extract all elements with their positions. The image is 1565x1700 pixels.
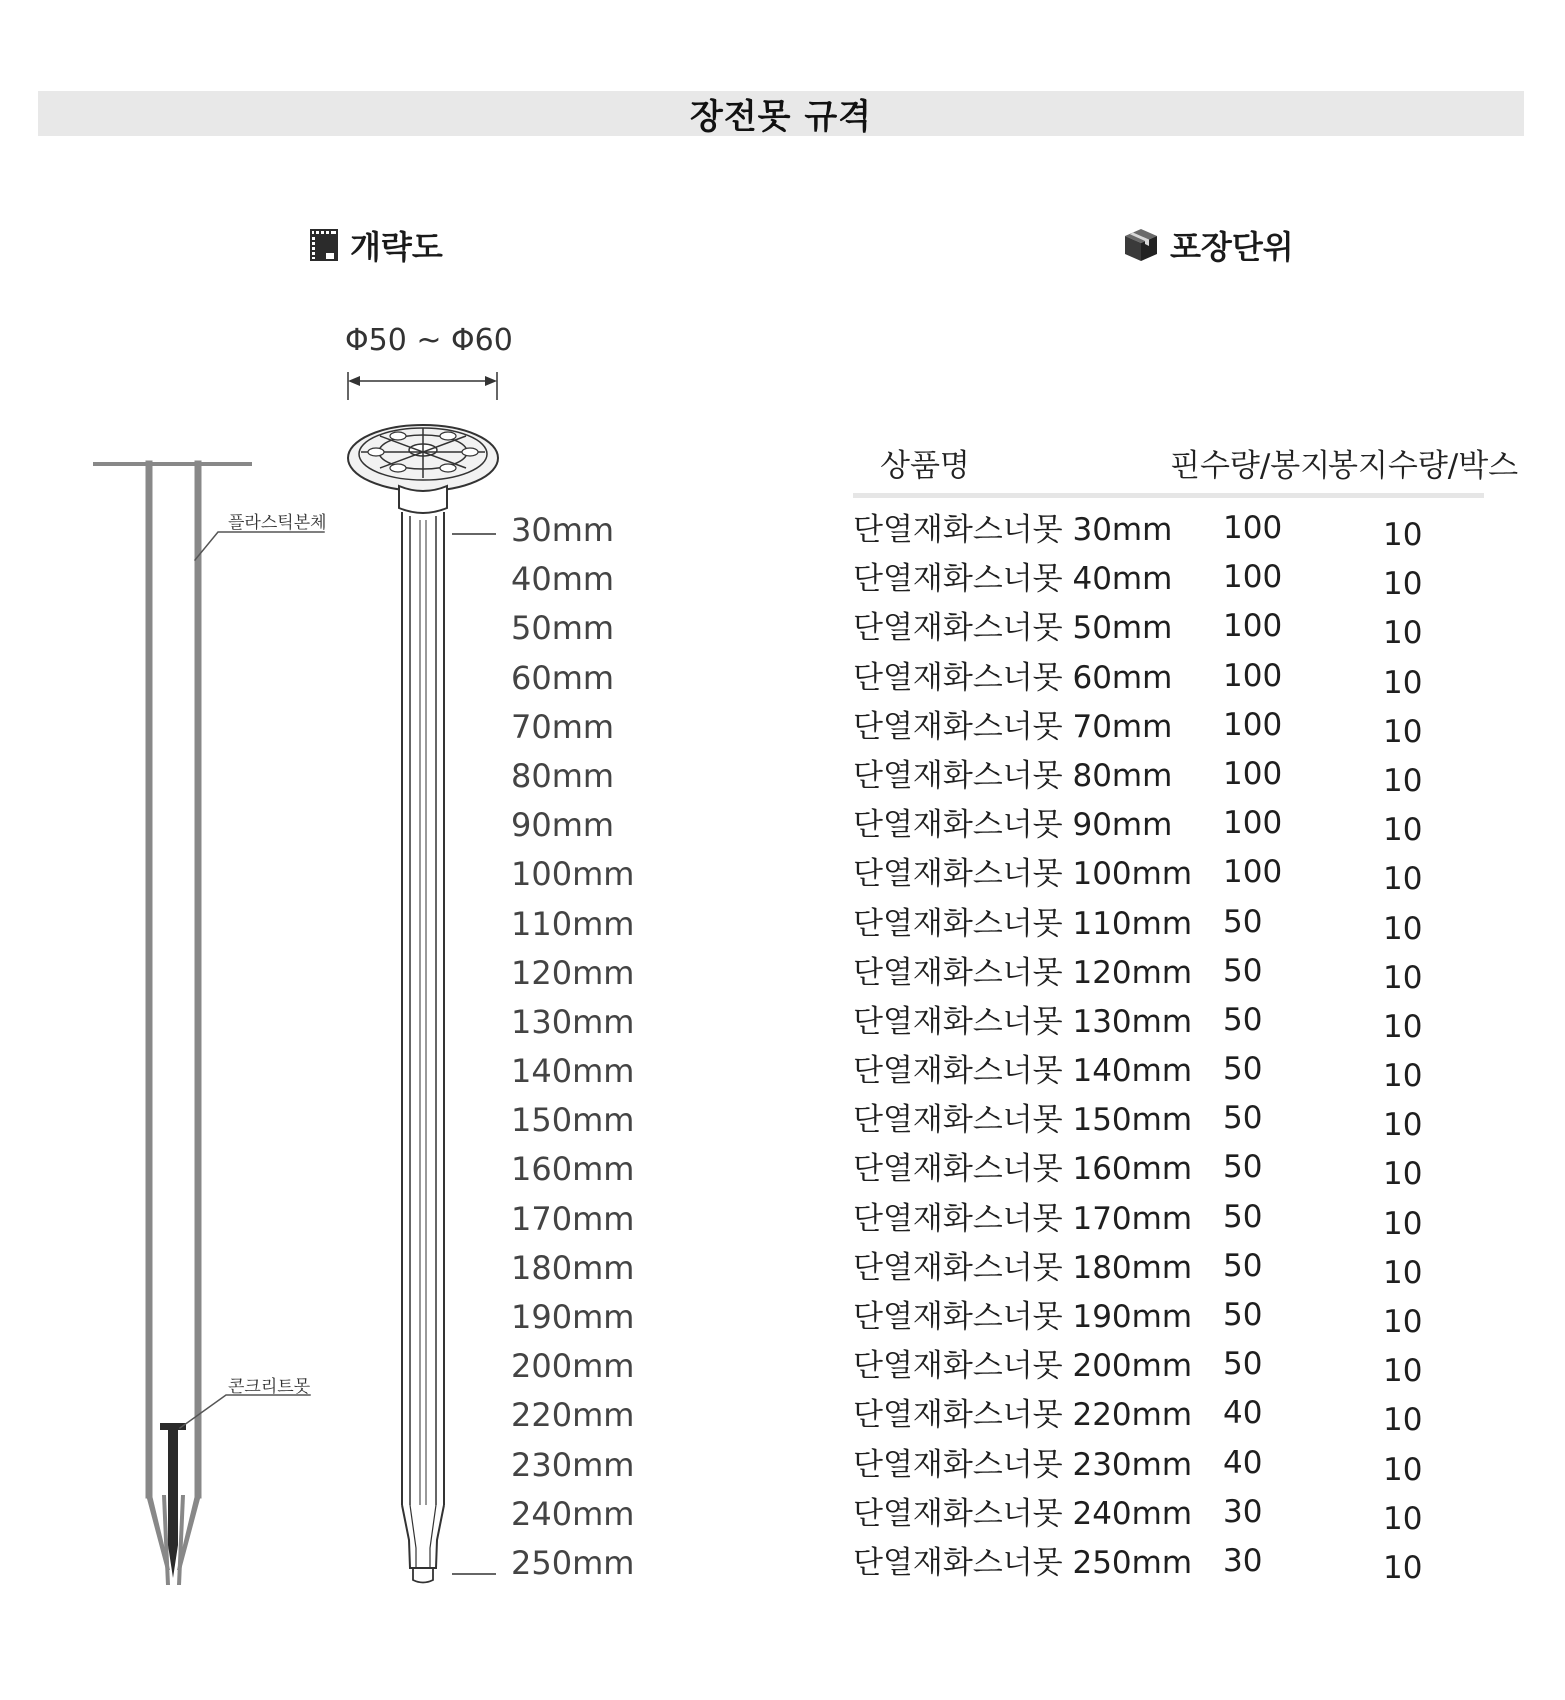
pins-per-bag-cell: 50 bbox=[1223, 1247, 1263, 1284]
table-row bbox=[853, 657, 1493, 706]
product-name-cell: 단열재화스너못 250mm bbox=[853, 1544, 1193, 1581]
length-label: 250mm bbox=[511, 1543, 635, 1582]
anchor-diagram bbox=[0, 0, 760, 1620]
callout-concrete-nail: 콘크리트못 bbox=[228, 1377, 311, 1397]
pins-per-bag-cell: 100 bbox=[1223, 657, 1283, 694]
product-name-cell: 단열재화스너못 80mm bbox=[853, 757, 1173, 794]
product-name-cell: 단열재화스너못 230mm bbox=[853, 1446, 1193, 1483]
diameter-dimension bbox=[348, 372, 497, 400]
length-label: 30mm bbox=[511, 511, 615, 549]
length-label: 80mm bbox=[511, 756, 615, 795]
pins-per-bag-cell: 50 bbox=[1223, 1149, 1263, 1186]
length-label: 220mm bbox=[511, 1396, 635, 1435]
table-row bbox=[853, 1099, 1493, 1148]
table-row bbox=[853, 1050, 1493, 1099]
product-name-cell: 단열재화스너못 100mm bbox=[853, 856, 1193, 893]
table-row bbox=[853, 1198, 1493, 1247]
length-label: 110mm bbox=[511, 904, 635, 943]
product-name-cell: 단열재화스너못 220mm bbox=[853, 1397, 1193, 1434]
length-label: 160mm bbox=[511, 1150, 635, 1189]
header-pins-per-bag: 핀수량/봉지 bbox=[1170, 448, 1331, 484]
product-name-cell: 단열재화스너못 140mm bbox=[853, 1053, 1193, 1090]
length-label: 180mm bbox=[511, 1248, 635, 1287]
product-name-cell: 단열재화스너못 120mm bbox=[853, 954, 1193, 991]
length-label: 70mm bbox=[511, 707, 615, 746]
anchor-head bbox=[348, 425, 498, 513]
table-row bbox=[853, 952, 1493, 1001]
pins-per-bag-cell: 40 bbox=[1223, 1395, 1263, 1432]
table-row bbox=[853, 1444, 1493, 1493]
product-name-cell: 단열재화스너못 110mm bbox=[853, 905, 1193, 942]
diagram-section-label: 개략도 bbox=[350, 228, 443, 266]
bags-per-box-cell: 10 bbox=[1383, 1107, 1423, 1144]
product-name-cell: 단열재화스너못 170mm bbox=[853, 1200, 1193, 1237]
length-label: 90mm bbox=[511, 806, 615, 845]
product-name-cell: 단열재화스너못 190mm bbox=[853, 1299, 1193, 1335]
table-row bbox=[853, 1394, 1493, 1443]
table-row bbox=[853, 1001, 1493, 1050]
pins-per-bag-cell: 100 bbox=[1223, 559, 1283, 596]
pins-per-bag-cell: 40 bbox=[1223, 1444, 1263, 1481]
bags-per-box-cell: 10 bbox=[1383, 1205, 1423, 1242]
length-label: 190mm bbox=[511, 1298, 635, 1336]
table-row bbox=[853, 607, 1493, 656]
table-row bbox=[853, 853, 1493, 902]
bags-per-box-cell: 10 bbox=[1383, 1451, 1423, 1488]
anchor-shaft bbox=[402, 512, 444, 1583]
pins-per-bag-cell: 50 bbox=[1223, 1051, 1263, 1088]
bags-per-box-cell: 10 bbox=[1383, 812, 1423, 849]
pins-per-bag-cell: 100 bbox=[1223, 755, 1283, 792]
length-label: 40mm bbox=[511, 560, 615, 599]
pins-per-bag-cell: 100 bbox=[1223, 706, 1283, 743]
bags-per-box-cell: 10 bbox=[1383, 1402, 1423, 1439]
product-name-cell: 단열재화스너못 180mm bbox=[853, 1249, 1193, 1286]
pins-per-bag-cell: 100 bbox=[1223, 510, 1283, 546]
product-name-cell: 단열재화스너못 30mm bbox=[853, 512, 1173, 548]
product-name-cell: 단열재화스너못 60mm bbox=[853, 659, 1173, 696]
table-row bbox=[853, 1542, 1493, 1591]
table-row bbox=[853, 1247, 1493, 1296]
bags-per-box-cell: 10 bbox=[1383, 1254, 1423, 1291]
header-bags-per-box: 봉지수량/박스 bbox=[1328, 448, 1519, 484]
packing-section-label: 포장단위 bbox=[1170, 228, 1294, 266]
length-label: 60mm bbox=[511, 658, 615, 697]
bags-per-box-cell: 10 bbox=[1383, 1500, 1423, 1537]
bags-per-box-cell: 10 bbox=[1383, 1008, 1423, 1045]
length-label: 230mm bbox=[511, 1445, 635, 1484]
table-row bbox=[853, 804, 1493, 853]
bags-per-box-cell: 10 bbox=[1383, 762, 1423, 799]
length-label: 140mm bbox=[511, 1052, 635, 1091]
product-name-cell: 단열재화스너못 160mm bbox=[853, 1151, 1193, 1188]
product-name-cell: 단열재화스너못 70mm bbox=[853, 708, 1173, 745]
bags-per-box-cell: 10 bbox=[1383, 861, 1423, 898]
packing-table-body bbox=[853, 509, 1493, 1591]
product-name-cell: 단열재화스너못 200mm bbox=[853, 1348, 1193, 1385]
product-name-cell: 단열재화스너못 90mm bbox=[853, 807, 1173, 844]
pins-per-bag-cell: 100 bbox=[1223, 854, 1283, 891]
pins-per-bag-cell: 50 bbox=[1223, 1346, 1263, 1383]
bags-per-box-cell: 10 bbox=[1383, 566, 1423, 603]
pins-per-bag-cell: 30 bbox=[1223, 1493, 1263, 1530]
length-label: 100mm bbox=[511, 855, 635, 894]
diameter-label: Φ50 ~ Φ60 bbox=[345, 323, 513, 358]
bags-per-box-cell: 10 bbox=[1383, 1353, 1423, 1390]
table-row bbox=[853, 706, 1493, 755]
bags-per-box-cell: 10 bbox=[1383, 615, 1423, 652]
header-divider bbox=[853, 493, 1484, 498]
length-label: 240mm bbox=[511, 1494, 635, 1533]
pins-per-bag-cell: 50 bbox=[1223, 903, 1263, 940]
bags-per-box-cell: 10 bbox=[1383, 1156, 1423, 1193]
bags-per-box-cell: 10 bbox=[1383, 1058, 1423, 1095]
pins-per-bag-cell: 100 bbox=[1223, 805, 1283, 842]
product-name-cell: 단열재화스너못 130mm bbox=[853, 1003, 1193, 1040]
pins-per-bag-cell: 50 bbox=[1223, 1198, 1263, 1235]
header-product-name: 상품명 bbox=[880, 448, 970, 484]
product-name-cell: 단열재화스너못 50mm bbox=[853, 610, 1173, 647]
length-label: 150mm bbox=[511, 1101, 635, 1140]
table-row bbox=[853, 903, 1493, 952]
table-row bbox=[853, 509, 1493, 558]
pins-per-bag-cell: 50 bbox=[1223, 1100, 1263, 1137]
length-label: 50mm bbox=[511, 609, 615, 648]
bags-per-box-cell: 10 bbox=[1383, 1304, 1423, 1340]
length-label: 200mm bbox=[511, 1347, 635, 1386]
product-name-cell: 단열재화스너못 150mm bbox=[853, 1102, 1193, 1139]
table-row bbox=[853, 755, 1493, 804]
pins-per-bag-cell: 100 bbox=[1223, 608, 1283, 645]
pins-per-bag-cell: 50 bbox=[1223, 1297, 1263, 1333]
bags-per-box-cell: 10 bbox=[1383, 959, 1423, 996]
pins-per-bag-cell: 30 bbox=[1223, 1542, 1263, 1579]
length-label: 120mm bbox=[511, 953, 635, 992]
product-name-cell: 단열재화스너못 40mm bbox=[853, 561, 1173, 598]
table-row bbox=[853, 1148, 1493, 1197]
bags-per-box-cell: 10 bbox=[1383, 664, 1423, 701]
product-name-cell: 단열재화스너못 240mm bbox=[853, 1495, 1193, 1532]
table-row bbox=[853, 558, 1493, 607]
cross-section-drawing bbox=[95, 464, 324, 1585]
bags-per-box-cell: 10 bbox=[1383, 713, 1423, 750]
packing-section-header bbox=[1122, 222, 1294, 268]
callout-plastic-body: 플라스틱본체 bbox=[228, 513, 327, 533]
box-icon bbox=[1122, 226, 1160, 264]
pins-per-bag-cell: 50 bbox=[1223, 952, 1263, 989]
bags-per-box-cell: 10 bbox=[1383, 517, 1423, 553]
length-list bbox=[511, 509, 634, 1591]
bags-per-box-cell: 10 bbox=[1383, 910, 1423, 947]
page-title: 장전못 규격 bbox=[689, 97, 873, 137]
pins-per-bag-cell: 50 bbox=[1223, 1001, 1263, 1038]
table-row bbox=[853, 1345, 1493, 1394]
bags-per-box-cell: 10 bbox=[1383, 1549, 1423, 1586]
length-label: 170mm bbox=[511, 1199, 635, 1238]
table-row bbox=[853, 1296, 1493, 1345]
length-label: 130mm bbox=[511, 1002, 635, 1041]
table-row bbox=[853, 1493, 1493, 1542]
